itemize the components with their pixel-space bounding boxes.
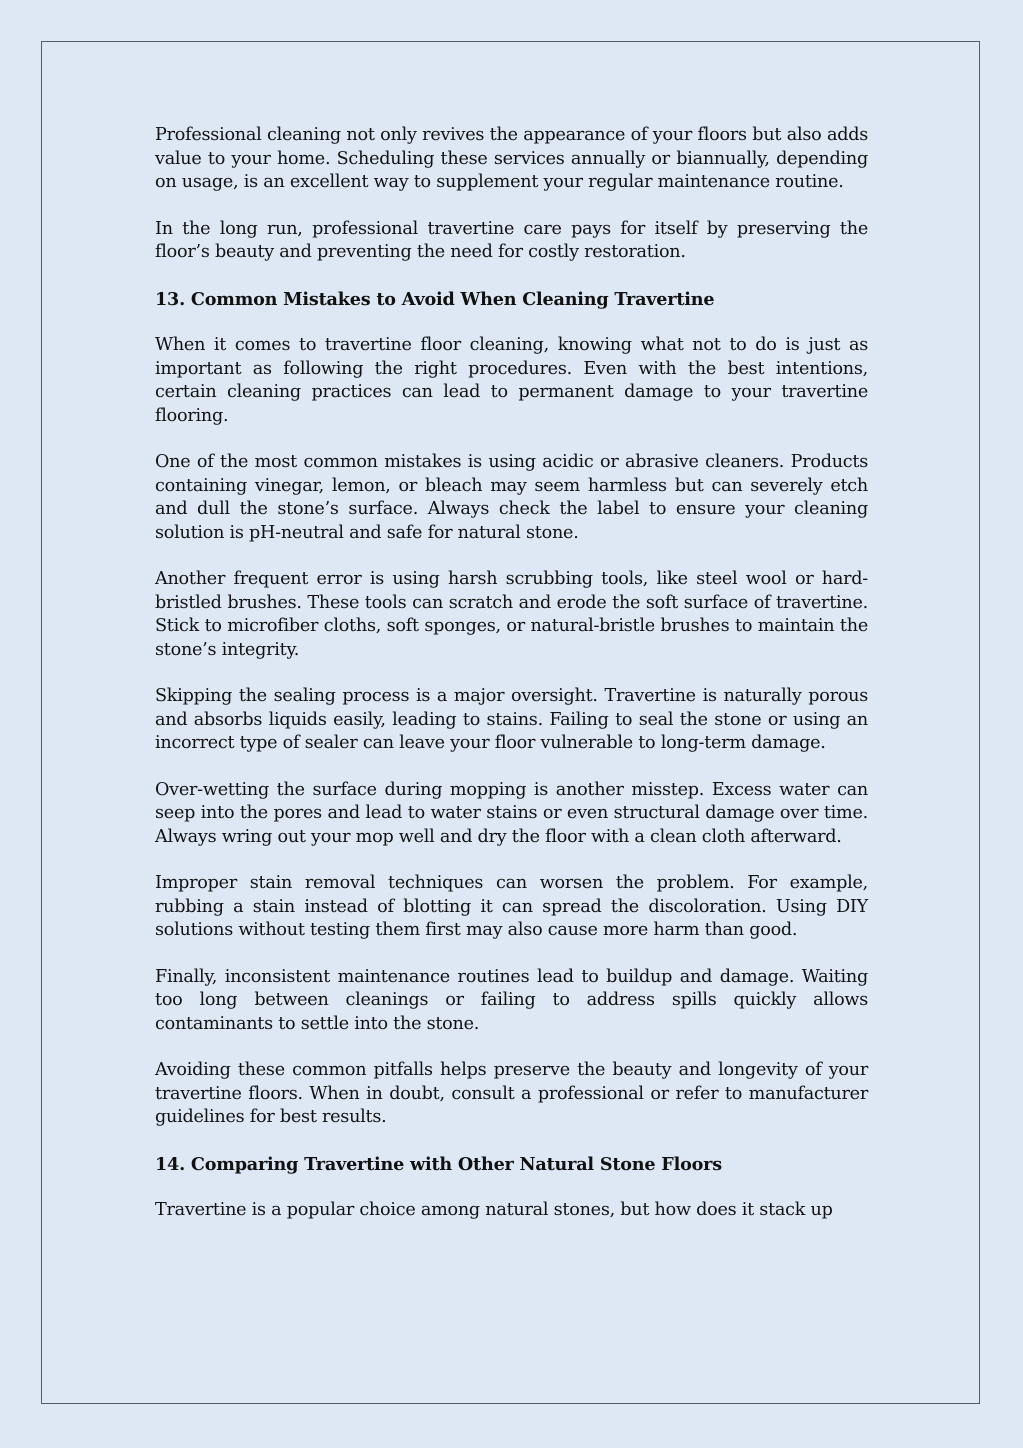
- paragraph-avoiding-pitfalls: Avoiding these common pitfalls helps preserve the beauty and longevity of your travertine floors. When in doubt, consult a professional or refer to manufacturer guidelines for best results.: [155, 1060, 868, 1127]
- paragraph-travertine-comparison: Travertine is a popular choice among natural stones, but how does it stack up: [155, 1200, 833, 1220]
- paragraph-harsh-tools: Another frequent error is using harsh scrubbing tools, like steel wool or hard-bristled brushes. These tools can scratch and erode the soft surface of travertine. Stick to microfiber cloths, soft sponges, or natural-bristle brushes to maintain the stone’s integrity.: [155, 569, 868, 660]
- document-body: [155, 124, 868, 1246]
- paragraph-long-run-care: In the long run, professional travertine care pays for itself by preserving the floor’s beauty and preventing the need for costly restoration.: [155, 218, 868, 262]
- paragraph-skipping-sealing: Skipping the sealing process is a major oversight. Travertine is naturally porous and absorbs liquids easily, leading to stains. Failing to seal the stone or using an incorrect type of sealer can leave your floor vulnerable to long-term damage.: [155, 686, 868, 753]
- paragraph-what-not-to-do: When it comes to travertine floor cleaning, knowing what not to do is just as important as following the right procedures. Even with the best intentions, certain cleaning practices can lead to permanent damage to your travertine flooring.: [155, 335, 868, 426]
- paragraph-acidic-cleaners: One of the most common mistakes is using acidic or abrasive cleaners. Products containing vinegar, lemon, or bleach may seem harmless but can severely etch and dull the stone’s surface. Always check the label to ensure your cleaning solution is pH-neutral and safe for natural stone.: [155, 452, 868, 543]
- paragraph-stain-removal: Improper stain removal techniques can worsen the problem. For example, rubbing a stain instead of blotting it can spread the discoloration. Using DIY solutions without testing them first may also cause more harm than good.: [155, 873, 868, 940]
- heading-comparing-stones: 14. Comparing Travertine with Other Natural Stone Floors: [155, 1153, 722, 1175]
- paragraph-professional-cleaning-value: Professional cleaning not only revives the appearance of your floors but also adds value to your home. Scheduling these services annually or biannually, depending on usage, is an excellent way to supplement your regular maintenance routine.: [155, 125, 868, 192]
- paragraph-inconsistent-maintenance: Finally, inconsistent maintenance routines lead to buildup and damage. Waiting too long between cleanings or failing to address spills quickly allows contaminants to settle into the stone.: [155, 966, 868, 1034]
- paragraph-over-wetting: Over-wetting the surface during mopping is another misstep. Excess water can seep into the pores and lead to water stains or even structural damage over time. Always wring out your mop well and dry the floor with a clean cloth afterward.: [155, 779, 868, 847]
- heading-common-mistakes: 13. Common Mistakes to Avoid When Cleaning Travertine: [155, 288, 715, 310]
